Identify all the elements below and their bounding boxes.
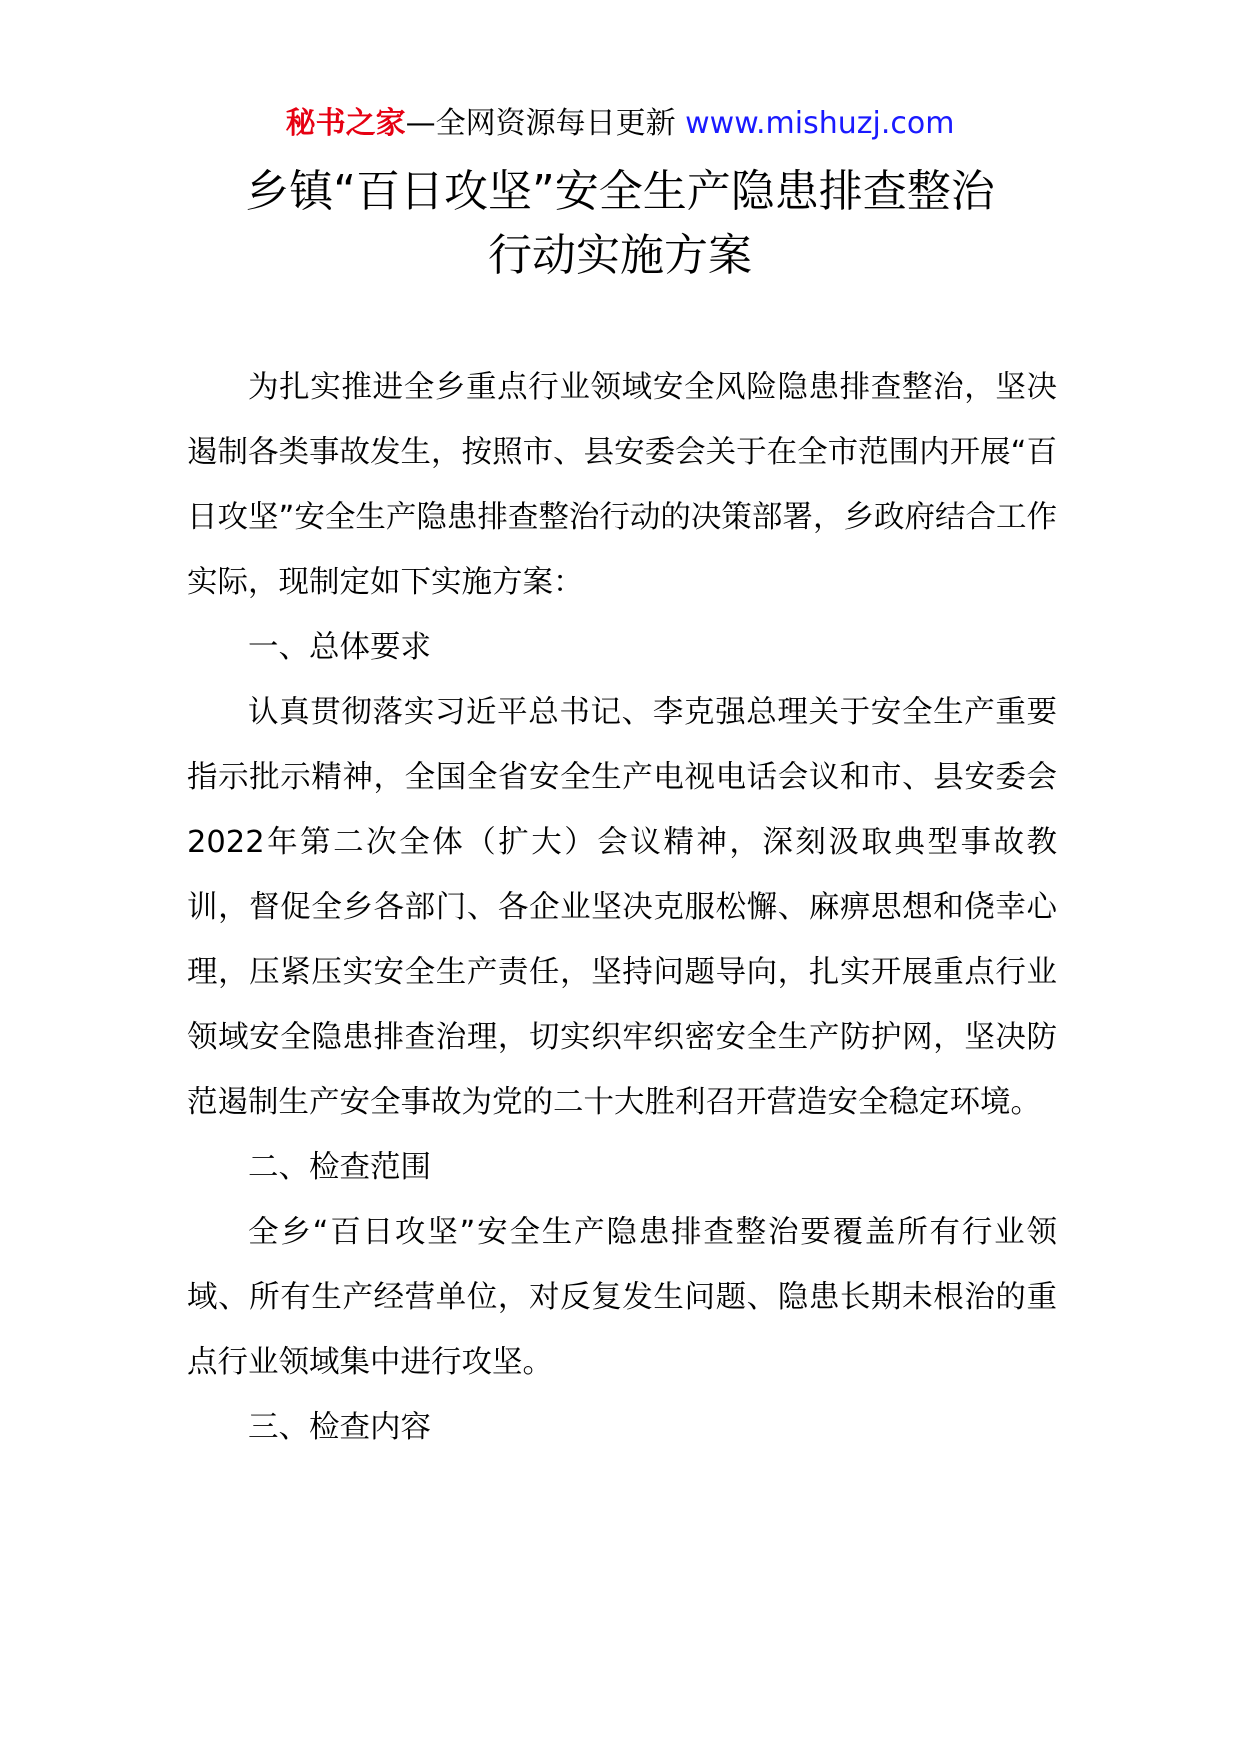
header-slogan: —全网资源每日更新 (405, 106, 676, 141)
document-title (0, 160, 1240, 288)
section-1-heading: 一、总体要求 (248, 630, 431, 665)
header-brand: 秘书之家 (285, 106, 406, 141)
section-2-heading: 二、检查范围 (248, 1150, 431, 1185)
section-1-paragraph: 认真贯彻落实习近平总书记、李克强总理关于安全生产重要指示批示精神，全国全省安全生产电视电话会议和市、县安委会2022年第二次全体（扩大）会议精神，深刻汲取典型事故教训，督促全乡各部门、各企业坚决克服松懈、麻痹思想和侥幸心理，压紧压实安全生产责任，坚持问题导向，扎实开展重点行业领域安全隐患排查治理，切实织牢织密安全生产防护网，坚决防范遏制生产安全事故为党的二十大胜利召开营造安全稳定环境。 (187, 695, 1057, 1120)
header-url[interactable]: www.mishuzj.com (685, 106, 955, 141)
watermark-header (0, 104, 1240, 144)
intro-paragraph: 为扎实推进全乡重点行业领域安全风险隐患排查整治，坚决遏制各类事故发生，按照市、县安委会关于在全市范围内开展“百日攻坚”安全生产隐患排查整治行动的决策部署，乡政府结合工作实际，现制定如下实施方案： (187, 370, 1057, 600)
title-line-2: 行动实施方案 (488, 230, 752, 281)
document-body (187, 355, 1057, 1460)
section-3-heading: 三、检查内容 (248, 1410, 431, 1445)
section-2-paragraph: 全乡“百日攻坚”安全生产隐患排查整治要覆盖所有行业领域、所有生产经营单位，对反复发生问题、隐患长期未根治的重点行业领域集中进行攻坚。 (187, 1215, 1057, 1380)
title-line-1: 乡镇“百日攻坚”安全生产隐患排查整治 (245, 166, 995, 217)
